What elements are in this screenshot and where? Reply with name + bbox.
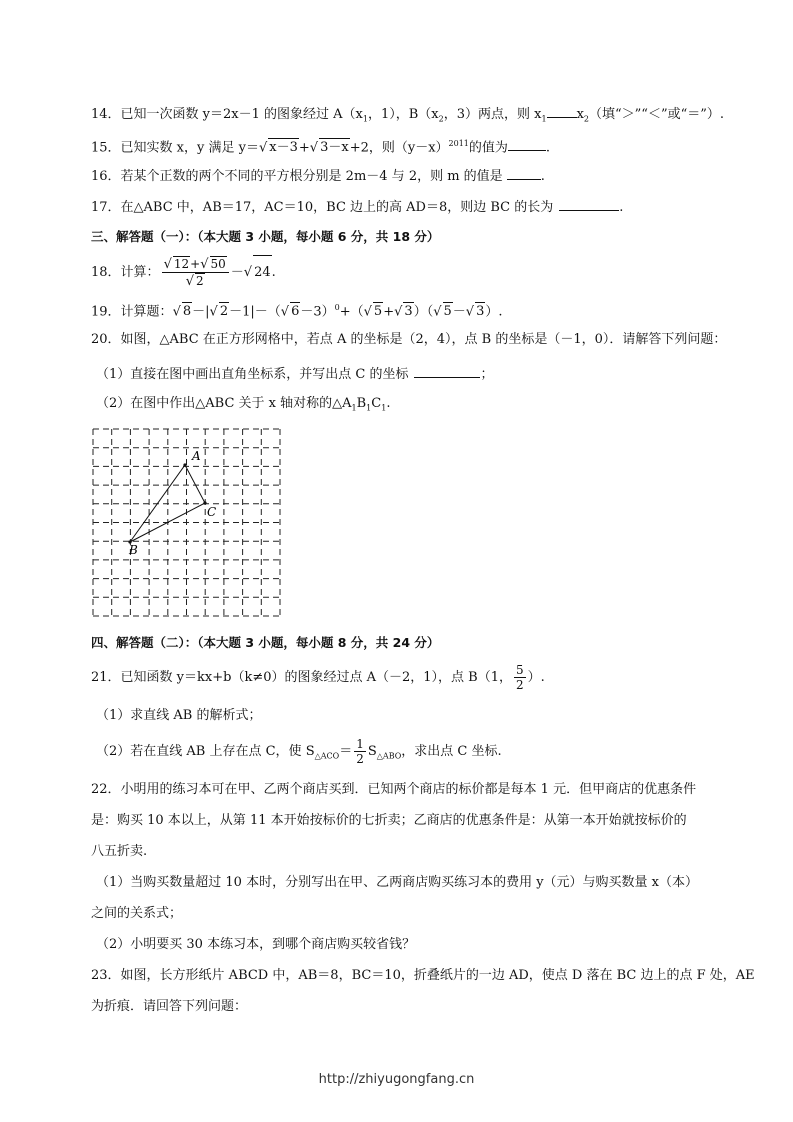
question-22-part-1-cont: 之间的关系式； bbox=[91, 906, 183, 921]
question-20-part-2: （2）在图中作出△ABC 关于 x 轴对称的$\triangle A_1B_1C_1$. bbox=[96, 396, 391, 413]
grid-figure bbox=[91, 427, 283, 617]
footer-url: http://zhiyugongfang.cn bbox=[318, 1072, 475, 1087]
fraction: $\frac{5}{2}$ bbox=[516, 663, 524, 692]
answer-blank bbox=[414, 364, 480, 378]
question-17: 17．在△ABC 中，AB＝17，AC＝10，BC 边上的高 AD＝8，则边 BC 的长为 . bbox=[91, 197, 623, 217]
question-22-part-2: （2）小明要买 30 本练习本，到哪个商店购买较省钱？ bbox=[96, 937, 416, 952]
fraction: $\frac{√ 12+√ 50}{√ 2}$ bbox=[162, 256, 229, 289]
label-c: C bbox=[207, 505, 217, 519]
question-15: 15．已知实数 x，y 满足 y＝√ x－3+√ 3－x+2，则$(y-x)^{2011}$的值为 . bbox=[91, 139, 551, 156]
question-21: 21．已知函数 y＝kx+b（k≠0）的图象经过点 A（－2，1），点 B（1， $\frac{5}{2}$ ）. bbox=[91, 663, 545, 692]
question-18: 18．计算： $\frac{√ 12+√ 50}{√ 2}$ －√ 24. bbox=[91, 257, 276, 289]
answer-blank bbox=[547, 104, 577, 118]
question-22-line-3: 八五折卖. bbox=[91, 844, 148, 859]
question-22: 22．小明用的练习本可在甲、乙两个商店买到．已知两个商店的标价都是每本 1 元．但甲商店的优惠条件 bbox=[91, 782, 697, 797]
question-22-part-1: （1）当购买数量超过 10 本时，分别写出在甲、乙两商店购买练习本的费用 y（元）与购买数量 x（本） bbox=[96, 875, 699, 890]
answer-blank bbox=[507, 166, 541, 180]
grid-lines bbox=[93, 429, 280, 616]
answer-blank bbox=[559, 197, 619, 211]
fraction: $\frac{1}{2}$ bbox=[356, 737, 364, 766]
question-21-part-1: （1）求直线 AB 的解析式； bbox=[96, 708, 262, 723]
question-19: 19．计算题：√ 8－|√ 2－1|－（√ 6－3）$^0$+（√ 5+√ 3）（√ 5－√ 3）. bbox=[91, 303, 503, 320]
question-23-line-2: 为折痕．请回答下列问题： bbox=[91, 999, 248, 1014]
question-20: 20．如图，△ABC 在正方形网格中，若点 A 的坐标是（2，4），点 B 的坐标是（－1，0）．请解答下列问题： bbox=[91, 332, 727, 347]
question-14: 14．已知一次函数 y＝2x－1 的图象经过 $A(x_1$，1），$B(x_2$，3）两点，则 $x_1$ $x_2$（填“＞”“＜”或“＝”）. bbox=[91, 104, 724, 129]
point-a bbox=[183, 463, 186, 466]
label-a: A bbox=[192, 449, 201, 463]
label-b: B bbox=[129, 543, 138, 557]
question-20-part-1: （1）直接在图中画出直角坐标系，并写出点 C 的坐标 ； bbox=[96, 364, 494, 384]
question-21-part-2: （2）若在直线 AB 上存在点 C，使 $S_{\triangle ACO}=$ $\frac{1}{2}$ $S_{\triangle ABO}$，求出点 C 坐标. bbox=[96, 737, 502, 766]
question-22-line-2: 是：购买 10 本以上，从第 11 本开始按标价的七折卖；乙商店的优惠条件是：从第一本开始就按标价的 bbox=[91, 813, 687, 828]
question-23: 23．如图，长方形纸片 ABCD 中，AB＝8，BC＝10，折叠纸片的一边 AD，使点 D 落在 BC 边上的点 F 处，AE bbox=[91, 968, 755, 983]
question-16: 16．若某个正数的两个不同的平方根分别是 2m－4 与 2，则 m 的值是 . bbox=[91, 166, 545, 186]
answer-blank bbox=[508, 137, 546, 151]
section-3-heading: 三、解答题（一）：（本大题 3 小题，每小题 6 分，共 18 分） bbox=[91, 229, 440, 244]
section-4-heading: 四、解答题（二）：（本大题 3 小题，每小题 8 分，共 24 分） bbox=[91, 635, 440, 650]
